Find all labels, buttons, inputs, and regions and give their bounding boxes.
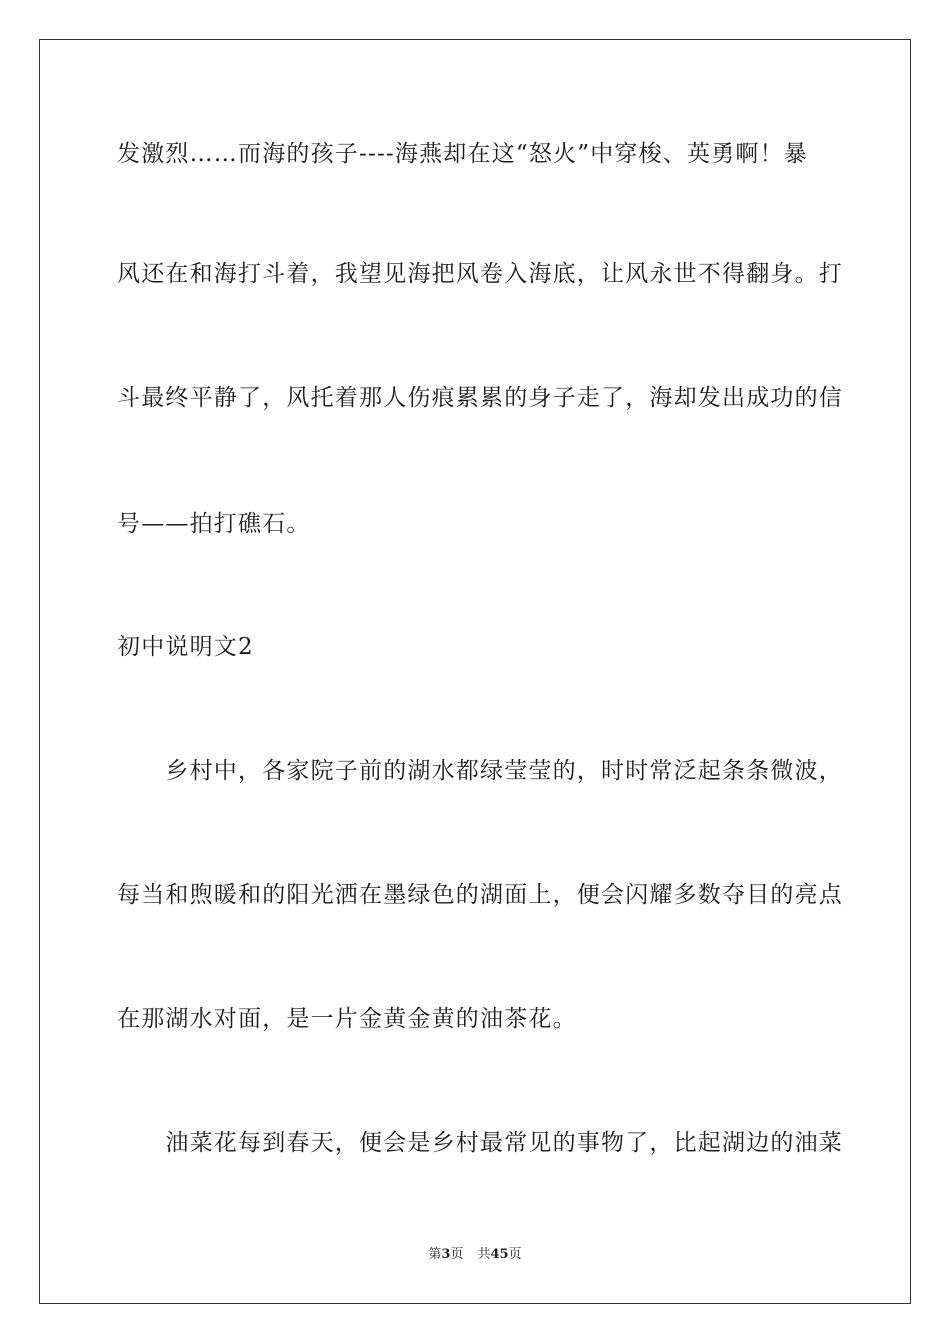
body-text-line-4: 号——拍打礁石。 xyxy=(117,511,311,537)
body-text-line-5: 乡村中，各家院子前的湖水都绿莹莹的，时时常泛起条条微波， xyxy=(117,758,843,784)
body-text-line-6: 每当和煦暖和的阳光洒在墨绿色的湖面上，便会闪耀多数夺目的亮点 xyxy=(117,882,843,908)
body-text-line-1: 发激烈……而海的孩子----海燕却在这“怒火”中穿梭、英勇啊！暴 xyxy=(117,141,809,167)
total-prefix: 共 xyxy=(477,1247,491,1262)
page-suffix: 页 xyxy=(450,1247,464,1262)
total-suffix: 页 xyxy=(508,1247,522,1262)
total-pages: 45 xyxy=(490,1247,509,1262)
body-text-line-2: 风还在和海打斗着，我望见海把风卷入海底，让风永世不得翻身。打 xyxy=(117,261,843,287)
page-number: 3 xyxy=(441,1247,451,1262)
section-heading: 初中说明文2 xyxy=(117,634,254,660)
page-prefix: 第 xyxy=(428,1247,442,1262)
page-footer xyxy=(0,1246,950,1264)
body-text-line-3: 斗最终平静了，风托着那人伤痕累累的身子走了，海却发出成功的信 xyxy=(117,385,843,411)
body-text-line-8: 油菜花每到春天，便会是乡村最常见的事物了，比起湖边的油菜 xyxy=(117,1130,843,1156)
body-text-line-7: 在那湖水对面，是一片金黄金黄的油茶花。 xyxy=(117,1006,577,1032)
page-border xyxy=(39,39,911,1304)
